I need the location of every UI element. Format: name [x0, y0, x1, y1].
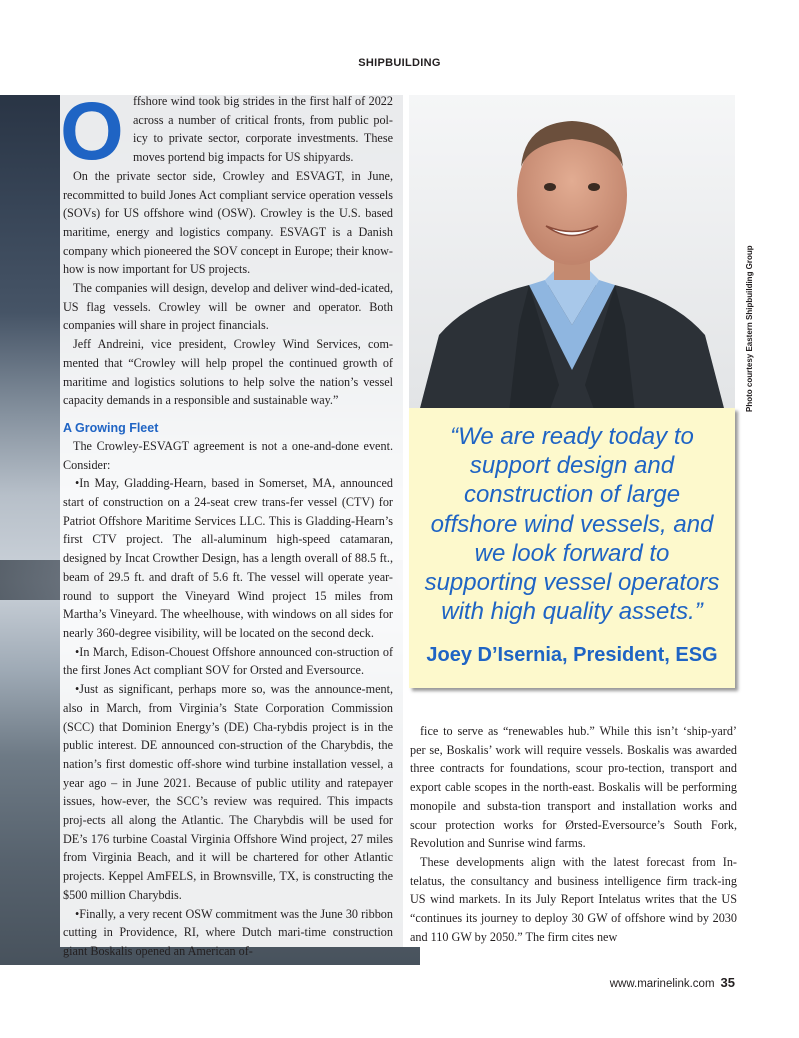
paragraph: The companies will design, develop and deliver wind-ded-icated, US flag vessels. Crowley will be owner and operator. Both companies will share in project financials. — [63, 281, 393, 333]
paragraph: fice to serve as “renewables hub.” While this isn’t ‘ship-yard’ per se, Boskalis’ work will require vessels. Boskalis was awarded three contracts for foundations, scour pro-tection, transport and export cable scopes in the north-east. Boskalis will be performing monopile and substa-tion transport and installation works and scour protection works for Ørsted-Eversource’s South Fork, Revolution and Sunrise wind farms. — [410, 724, 737, 851]
paragraph: Jeff Andreini, vice president, Crowley Wind Services, com-mented that “Crowley will help propel the continued growth of maritime and logistics solutions to help solve the nation’s vessel capacity demands in a responsible and sustainable way.” — [63, 337, 393, 408]
paragraph: The Crowley-ESVAGT agreement is not a one-and-done event. Consider: — [63, 438, 393, 472]
page-footer — [610, 975, 735, 990]
pull-quote-box — [409, 408, 735, 688]
bullet-item: •Finally, a very recent OSW commitment was the June 30 ribbon cutting in Providence, RI, where Dutch mari-time construction giant Boskalis opened an American of- — [63, 906, 393, 958]
paragraph: On the private sector side, Crowley and ESVAGT, in June, recommitted to build Jones Act compliant service operation vessels (SOVs) for US offshore wind (OSW). Crowley is the U.S. based maritime, energy and logistics company. ESVAGT is a Danish company which pioneered the SOV concept in Europe; their know-how is now important for US projects. — [63, 168, 393, 277]
intro-paragraph: ffshore wind took big strides in the first half of 2022 across a number of critical fronts, from public pol-icy to private sector, corporate investments. These moves portend big impacts for US shipyards. — [133, 94, 393, 165]
portrait-photo — [409, 95, 735, 412]
drop-cap: O — [60, 86, 124, 177]
portrait-illustration — [409, 95, 735, 412]
bullet-item: •In March, Edison-Chouest Offshore announced con-struction of the first Jones Act compliant SOV for Orsted and Eversource. — [63, 644, 393, 678]
footer-url: www.marinelink.com — [609, 978, 715, 990]
section-label: SHIPBUILDING — [358, 57, 441, 69]
subheading: A Growing Fleet — [63, 420, 159, 435]
paragraph: These developments align with the latest forecast from In-telatus, the consultancy and business intelligence firm track-ing US wind markets. In its July Report Intelatus writes that the US “continues its journey to deploy 30 GW of offshore wind by 2030 and 110 GW by 2050.” The firm cites new — [410, 854, 737, 944]
bullet-item: •In May, Gladding-Hearn, based in Somerset, MA, announced start of construction on a 24-seat crew trans-fer vessel (CTV) for Patriot Offshore Maritime Services LLC. This is Gladding-Hearn’s first CTV project. The all-aluminum high-speed catamaran, designed by Incat Crowther Design, has a length overall of 88.5 ft., beam of 29.5 ft. and draft of 5.6 ft. The vessel will operate year-round to support the Vineyard Wind project 15 miles from Martha’s Vineyard. The wheelhouse, with windows on all sides for nearly 360-degree visibility, will be located on the second deck. — [63, 476, 393, 640]
bullet-item: •Just as significant, perhaps more so, was the announce-ment, also in March, from Virginia’s State Corporation Commission (SCC) that Dominion Energy’s (DE) Cha-rybdis project is in the public interest. DE announced con-struction of the Charybdis, the nation’s first domestic off-shore wind turbine installation vessel, a year ago – in June 2021. Because of public utility and ratepayer issues, how-ever, the SCC’s review was required. This impacts proj-ects all along the Atlantic. The Charybdis will be used for DE’s 176 turbine Coastal Virginia Offshore Wind project, 27 miles from Virginia Beach, and it will be chartered for other Atlantic projects. Keppel AmFELS, in Brownsville, TX, is constructing the $500 million Charybdis. — [63, 682, 393, 902]
left-text-column — [63, 92, 393, 961]
page-number: 35 — [720, 975, 735, 990]
right-text-column — [410, 722, 737, 946]
photo-credit: Photo courtesy Eastern Shipbuilding Group — [745, 245, 754, 412]
pull-quote-text: “We are ready today to support design and construction of large offshore wind vessels, and we look forward to supporting vessel operators with high quality assets.” — [424, 423, 720, 626]
pull-quote-attribution: Joey D’Isernia, President, ESG — [426, 644, 718, 666]
